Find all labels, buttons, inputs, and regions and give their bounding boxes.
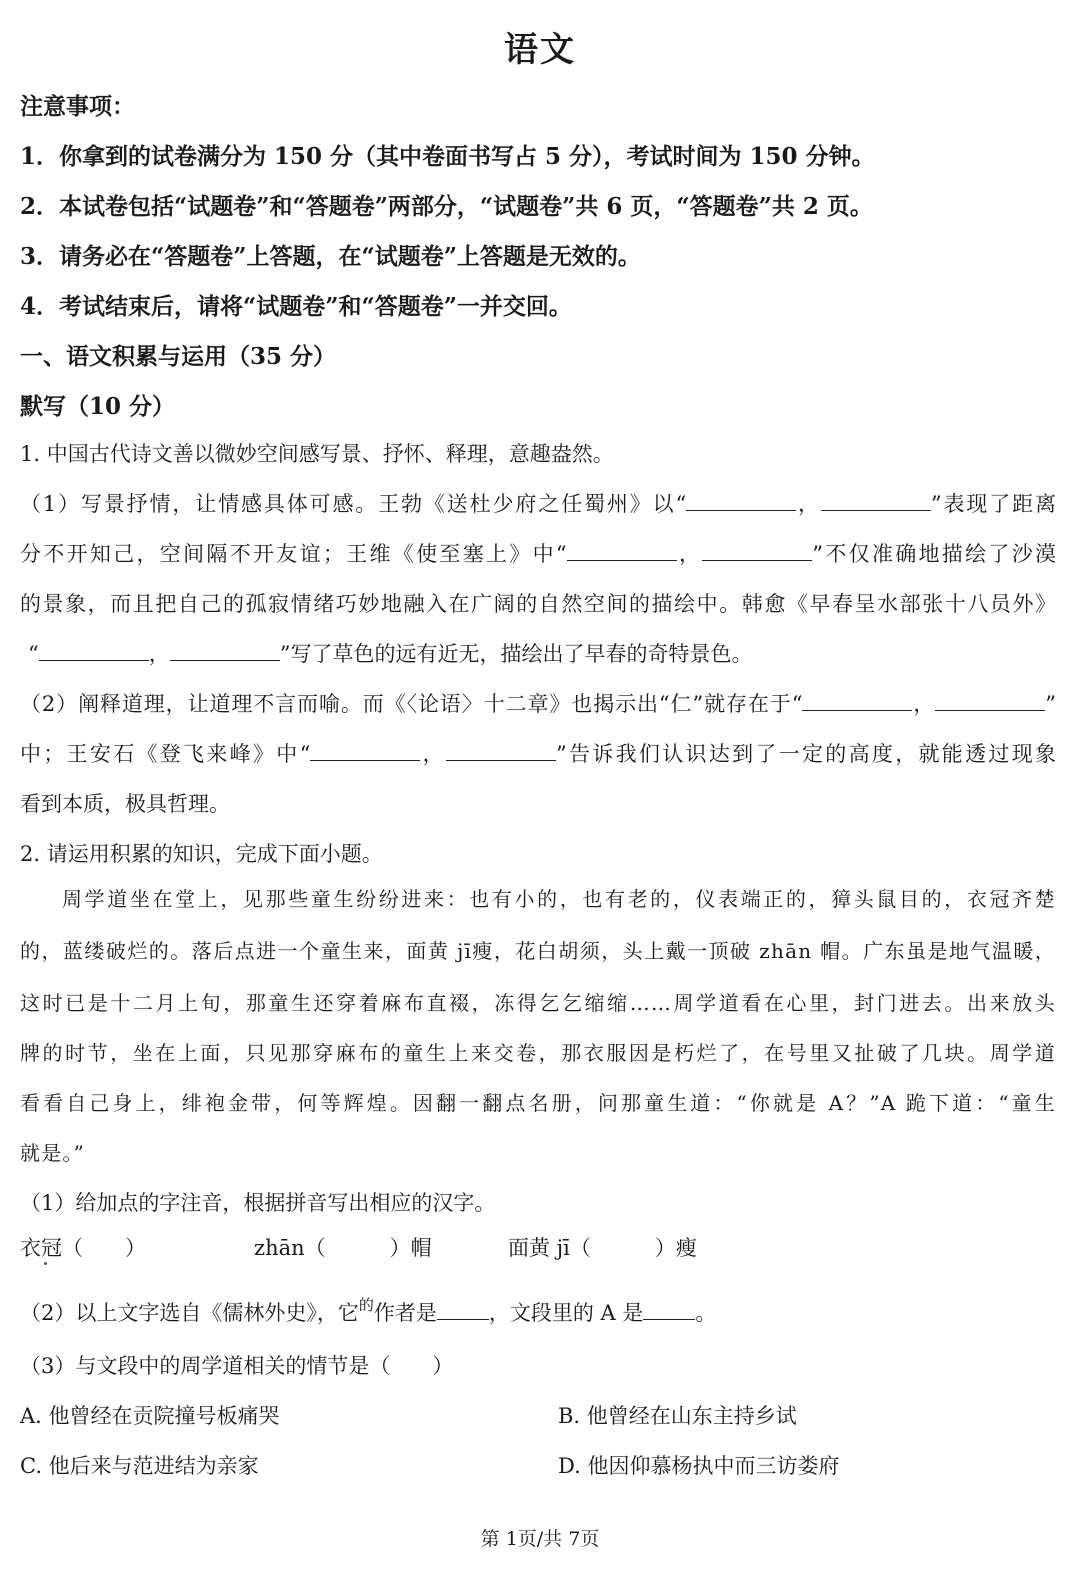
answer-blank[interactable] [686,490,796,511]
text-segment: ， [912,692,936,716]
text-segment: ”写了草色的远有近无，描绘出了早春的奇特景色。 [279,642,753,666]
text-segment: （1）写景抒情，让情感具体可感。王勃《送杜少府之任蜀州》以“ [20,492,687,516]
fill-item-ji[interactable] [508,1232,697,1262]
text-segment: “ [28,642,39,666]
q1-part1-line3: 的景象，而且把自己的孤寂情绪巧妙地融入在广阔的自然空间的描绘中。韩愈《早春呈水部张十八员外》 [20,592,1056,616]
notice-item-1: 1．你拿到的试卷满分为 150 分（其中卷面书写占 5 分），考试时间为 150 分钟。 [20,143,875,170]
notice-heading: 注意事项： [20,93,135,120]
answer-blank[interactable] [702,540,812,561]
text-segment: ”表现了距离 [930,492,1056,516]
text-segment: ”告诉我们认识达到了一定的高度，就能透过现象 [555,742,1056,766]
subsection-heading: 默写（10 分） [20,393,176,420]
q1-stem: 1. 中国古代诗文善以微妙空间感写景、抒怀、释理，意趣盎然。 [20,442,614,466]
text-segment: ）瘦 [654,1236,697,1260]
text-segment: ， [796,492,821,516]
text-segment: ，文段里的 A 是 [488,1301,644,1325]
option-b[interactable]: B. 他曾经在山东主持乡试 [558,1404,797,1428]
text-segment: ， [676,542,703,566]
answer-blank[interactable] [437,1299,489,1320]
answer-blank[interactable] [567,540,677,561]
text-segment: ）帽 [389,1236,432,1260]
answer-blank[interactable] [39,640,149,661]
fill-item-yiguan[interactable]: 衣冠（ ） [20,1236,146,1260]
passage-line-6: 就是。” [20,1141,86,1165]
answer-blank[interactable] [446,740,556,761]
q2-sub1: （1）给加点的字注音，根据拼音写出相应的汉字。 [20,1191,496,1215]
section-heading: 一、语文积累与运用（35 分） [20,343,337,370]
text-segment: 面黄 jī（ [508,1236,591,1260]
text-segment: （2）阐释道理，让道理不言而喻。而《〈论语〉十二章》也揭示出“仁”就存在于“ [20,692,803,716]
text-segment: 中；王安石《登飞来峰》中“ [20,742,311,766]
q1-part1-line2 [20,538,1056,568]
q2-sub3: （3）与文段中的周学道相关的情节是（ ） [20,1354,454,1378]
text-segment: 。 [695,1301,717,1325]
text-segment: 分不开知己，空间隔不开友谊；王维《使至塞上》中“ [20,542,567,566]
q1-part1-line4 [28,638,1056,668]
passage-line-1: 周学道坐在堂上，见那些童生纷纷进来：也有小的，也有老的，仪表端正的，獐头鼠目的，衣冠齐楚 [62,887,1056,911]
answer-blank[interactable] [802,690,912,711]
answer-blank[interactable] [935,690,1045,711]
option-d[interactable]: D. 他因仰慕杨执中而三访娄府 [558,1454,840,1478]
notice-item-2: 2．本试卷包括“试题卷”和“答题卷”两部分，“试题卷”共 6 页，“答题卷”共 2 页。 [20,193,873,220]
page-footer: 第 1页/共 7页 [480,1528,600,1550]
answer-blank[interactable] [310,740,420,761]
text-segment: ， [148,642,170,666]
text-segment: ”不仅准确地描绘了沙漠 [812,542,1057,566]
option-a[interactable]: A. 他曾经在贡院撞号板痛哭 [20,1404,280,1428]
notice-item-3: 3．请务必在“答题卷”上答题，在“试题卷”上答题是无效的。 [20,243,641,270]
text-segment: 作者是 [373,1301,437,1325]
superscript-char: 的 [358,1296,374,1314]
page-title: 语文 [504,30,576,70]
q1-part1-line1 [20,488,1056,518]
q2-stem: 2. 请运用积累的知识，完成下面小题。 [20,842,383,866]
passage-line-5: 看看自己身上，绯袍金带，何等辉煌。因翻一翻点名册，问那童生道：“你就是 A？”A 跪下道：“童生 [20,1091,1056,1115]
answer-blank[interactable] [821,490,931,511]
q1-part2-line1 [20,688,1056,718]
text-segment: ” [1045,692,1056,716]
text-segment: zhān（ [254,1236,326,1260]
passage-line-3: 这时已是十二月上旬，那童生还穿着麻布直裰，冻得乞乞缩缩……周学道看在心里，封门进去。出来放头 [20,991,1056,1015]
passage-line-2: 的，蓝缕破烂的。落后点进一个童生来，面黄 jī瘦，花白胡须，头上戴一顶破 zhān 帽。广东虽是地气温暖， [20,939,1056,963]
q2-sub2 [20,1297,1056,1327]
emphasis-dot [44,1262,47,1265]
notice-item-4: 4．考试结束后，请将“试题卷”和“答题卷”一并交回。 [20,293,572,320]
q1-part2-line3: 看到本质，极具哲理。 [20,792,230,816]
text-segment: ， [420,742,446,766]
answer-blank[interactable] [643,1299,695,1320]
options-row-1 [20,1400,1056,1430]
option-c[interactable]: C. 他后来与范进结为亲家 [20,1454,259,1478]
fill-item-zhan[interactable] [254,1232,432,1262]
q1-part2-line2 [20,738,1056,768]
options-row-2 [20,1450,1056,1480]
passage-line-4: 牌的时节，坐在上面，只见那穿麻布的童生上来交卷，那衣服因是朽烂了，在号里又扯破了几块。周学道 [20,1041,1056,1065]
answer-blank[interactable] [170,640,280,661]
text-segment: （2）以上文字选自《儒林外史》，它 [20,1301,359,1325]
